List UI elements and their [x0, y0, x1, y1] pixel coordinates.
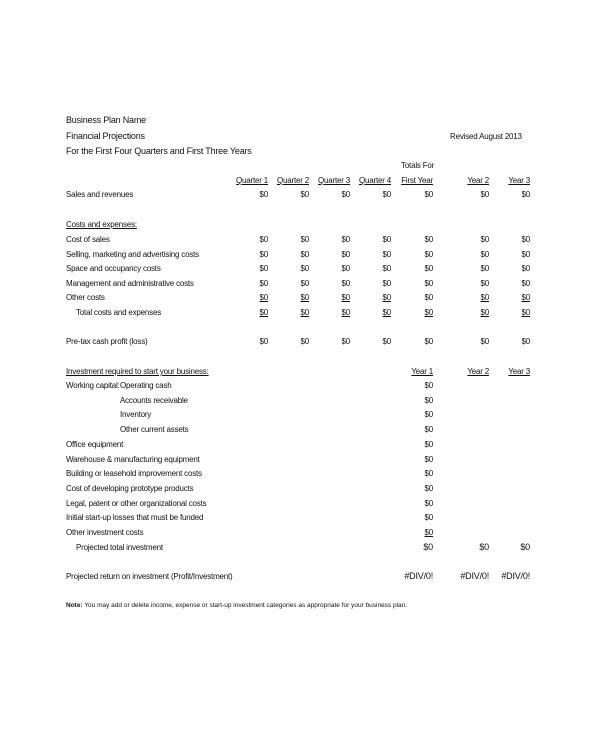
investment-item-label: Other current assets — [120, 425, 189, 435]
cost-row-value: $0 — [341, 235, 350, 244]
cost-row-value: $0 — [521, 264, 530, 274]
cost-row-value: $0 — [341, 264, 350, 274]
total-costs-row-value: $0 — [259, 308, 268, 317]
total-investment-label: Projected total investment — [76, 543, 163, 552]
column-header: Quarter 1 — [236, 176, 268, 185]
working-capital-label: Working capital: — [66, 381, 120, 390]
revised-date: Revised August 2013 — [450, 132, 522, 141]
cost-row-value: $0 — [424, 264, 433, 274]
investment-item-label: Initial start-up losses that must be funded — [66, 513, 204, 523]
total-costs-row-label: Total costs and expenses — [76, 308, 162, 317]
cost-row-value: $0 — [300, 293, 309, 303]
cost-row-value: $0 — [424, 293, 433, 303]
investment-item-label: Warehouse & manufacturing equipment — [66, 454, 200, 464]
investment-item-value: $0 — [424, 454, 433, 464]
investment-item-value: $0 — [424, 483, 433, 493]
total-costs-row-value: $0 — [521, 308, 530, 317]
pretax-profit-row-value: $0 — [341, 337, 350, 346]
cost-row-value: $0 — [259, 293, 268, 303]
note-label: Note: — [66, 602, 83, 609]
pretax-profit-row-value: $0 — [382, 337, 391, 346]
sales-row-value: $0 — [480, 190, 489, 199]
pretax-profit-row-value: $0 — [480, 337, 489, 346]
roi-value: #DIV/0! — [501, 571, 530, 581]
investment-item-value: $0 — [424, 395, 433, 405]
total-investment-value: $0 — [423, 542, 433, 552]
sales-row-label: Sales and revenues — [66, 190, 134, 199]
cost-row-label: Other costs — [66, 293, 105, 303]
investment-item-label: Inventory — [120, 410, 152, 420]
costs-heading: Costs and expenses: — [66, 220, 137, 229]
sales-row-value: $0 — [521, 190, 530, 199]
investment-item-label: Office equipment — [66, 439, 124, 449]
investment-column-header: Year 1 — [411, 367, 433, 376]
cost-row-label: Space and occupancy costs — [66, 264, 161, 274]
roi-label: Projected return on investment (Profit/Investment) — [66, 572, 233, 581]
investment-item-label: Accounts receivable — [120, 395, 188, 405]
sales-row-value: $0 — [259, 190, 268, 199]
note-text: You may add or delete income, expense or start-up investment categories as appropriate for your business plan. — [84, 602, 408, 609]
column-header: Year 3 — [508, 176, 530, 185]
pretax-profit-row-value: $0 — [521, 337, 530, 346]
cost-row-value: $0 — [424, 249, 433, 259]
total-costs-row-value: $0 — [480, 308, 489, 317]
note — [66, 600, 407, 612]
cost-row-label: Management and administrative costs — [66, 278, 194, 288]
cost-row-value: $0 — [382, 235, 391, 244]
cost-row-value: $0 — [341, 249, 350, 259]
pretax-profit-row-value: $0 — [424, 337, 433, 346]
total-costs-row-value: $0 — [341, 308, 350, 317]
total-costs-row-value: $0 — [382, 308, 391, 317]
investment-item-value: $0 — [424, 513, 433, 523]
totals-for-label: Totals For — [401, 161, 435, 170]
cost-row-value: $0 — [424, 278, 433, 288]
sales-row-value: $0 — [300, 190, 309, 199]
cost-row-value: $0 — [259, 264, 268, 274]
cost-row-value: $0 — [300, 264, 309, 274]
pretax-profit-row-label: Pre-tax cash profit (loss) — [66, 337, 148, 346]
document-subtitle: Financial Projections — [66, 131, 145, 141]
cost-row-value: $0 — [300, 235, 309, 244]
roi-value: #DIV/0! — [460, 571, 489, 581]
investment-item-label: Other investment costs — [66, 528, 144, 537]
cost-row-value: $0 — [480, 235, 489, 244]
cost-row-value: $0 — [521, 249, 530, 259]
sales-row-value: $0 — [424, 190, 433, 199]
total-costs-row-value: $0 — [424, 308, 433, 317]
investment-column-header: Year 2 — [467, 367, 489, 376]
pretax-profit-row-value: $0 — [300, 337, 309, 346]
column-header: Quarter 3 — [318, 176, 350, 185]
total-investment-value: $0 — [520, 542, 530, 552]
sales-row-value: $0 — [382, 190, 391, 199]
cost-row-value: $0 — [259, 249, 268, 259]
column-header: Year 2 — [467, 176, 489, 185]
investment-heading: Investment required to start your business: — [66, 367, 209, 376]
column-header: First Year — [401, 176, 433, 185]
cost-row-value: $0 — [480, 293, 489, 303]
investment-item-value: $0 — [424, 439, 433, 449]
cost-row-value: $0 — [480, 249, 489, 259]
investment-item-value: $0 — [424, 410, 433, 420]
cost-row-value: $0 — [259, 235, 268, 244]
total-costs-row-value: $0 — [300, 308, 309, 317]
document-period: For the First Four Quarters and First Three Years — [66, 146, 252, 156]
investment-column-header: Year 3 — [508, 367, 530, 376]
cost-row-value: $0 — [300, 278, 309, 288]
investment-item-value: $0 — [424, 469, 433, 479]
sales-row-value: $0 — [341, 190, 350, 199]
investment-item-label: Operating cash — [120, 381, 172, 390]
cost-row-value: $0 — [259, 278, 268, 288]
investment-item-value: $0 — [424, 425, 433, 435]
pretax-profit-row-value: $0 — [259, 337, 268, 346]
cost-row-value: $0 — [521, 278, 530, 288]
cost-row-value: $0 — [341, 278, 350, 288]
cost-row-value: $0 — [521, 293, 530, 303]
cost-row-value: $0 — [480, 264, 489, 274]
total-investment-value: $0 — [479, 542, 489, 552]
cost-row-value: $0 — [382, 264, 391, 274]
cost-row-value: $0 — [382, 293, 391, 303]
investment-item-value: $0 — [424, 381, 433, 390]
cost-row-value: $0 — [424, 235, 433, 244]
investment-item-label: Legal, patent or other organizational costs — [66, 498, 207, 508]
investment-item-label: Cost of developing prototype products — [66, 483, 194, 493]
business-plan-name: Business Plan Name — [66, 115, 146, 125]
cost-row-value: $0 — [300, 249, 309, 259]
column-header: Quarter 2 — [277, 176, 309, 185]
cost-row-value: $0 — [382, 278, 391, 288]
column-header: Quarter 4 — [359, 176, 391, 185]
roi-value: #DIV/0! — [404, 571, 433, 581]
cost-row-value: $0 — [341, 293, 350, 303]
cost-row-label: Cost of sales — [66, 235, 110, 244]
cost-row-value: $0 — [480, 278, 489, 288]
cost-row-value: $0 — [382, 249, 391, 259]
cost-row-value: $0 — [521, 235, 530, 244]
investment-item-value: $0 — [424, 498, 433, 508]
investment-item-label: Building or leasehold improvement costs — [66, 469, 202, 479]
cost-row-label: Selling, marketing and advertising costs — [66, 249, 199, 259]
investment-item-value: $0 — [424, 528, 433, 537]
